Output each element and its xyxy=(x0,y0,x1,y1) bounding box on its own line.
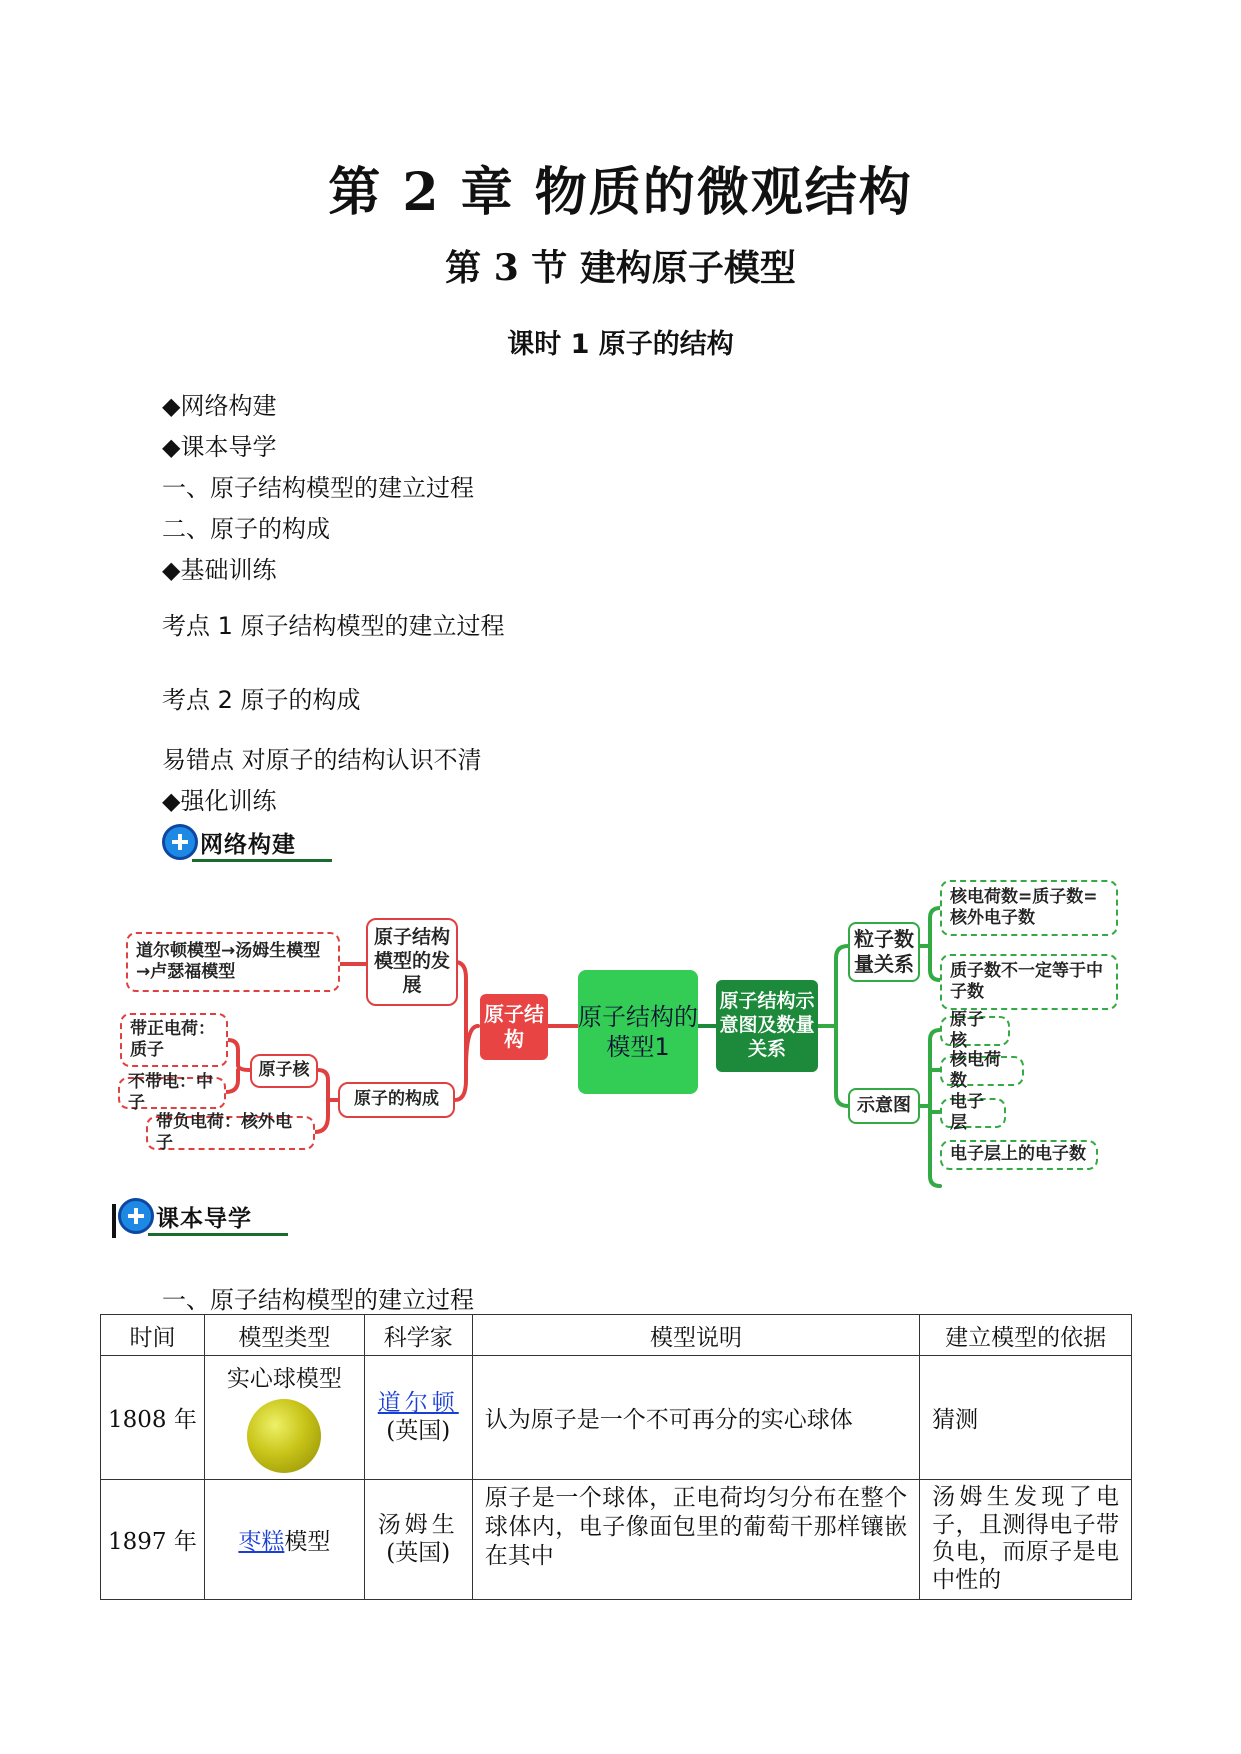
section-title: 第 3 节 建构原子模型 xyxy=(445,247,796,289)
cell-basis: 汤姆生发现了电子，且测得电子带负电，而原子是电中性的 xyxy=(920,1480,1132,1600)
toc-item-textbook[interactable]: ◆课本导学 xyxy=(162,433,277,461)
scientist-note: (英国) xyxy=(386,1417,451,1444)
textbook-badge xyxy=(112,1196,292,1240)
cell-time: 1897 年 xyxy=(101,1480,205,1600)
model-name: 模型 xyxy=(284,1529,331,1555)
model-name: 实心球模型 xyxy=(226,1366,342,1392)
textbook-badge-label: 课本导学 xyxy=(156,1206,252,1232)
mm-development-detail: 道尔顿模型→汤姆生模型→卢瑟福模型 xyxy=(126,932,340,992)
toc-item-network[interactable]: ◆网络构建 xyxy=(162,392,277,420)
mm-diagram-item-shell: 电子层 xyxy=(940,1098,1006,1128)
cell-basis: 猜测 xyxy=(920,1356,1132,1480)
scientist-note: (英国) xyxy=(386,1539,451,1566)
toc-item-advanced-training[interactable]: ◆强化训练 xyxy=(162,787,277,815)
mm-diagram-item-nucleus: 原子核 xyxy=(940,1016,1010,1046)
toc-item-model-process[interactable]: 一、原子结构模型的建立过程 xyxy=(162,474,474,502)
badge-underline xyxy=(148,1233,288,1236)
th-description: 模型说明 xyxy=(472,1315,919,1356)
th-time: 时间 xyxy=(101,1315,205,1356)
chapter-title: 第 2 章 物质的微观结构 xyxy=(328,162,913,223)
cell-description: 认为原子是一个不可再分的实心球体 xyxy=(472,1356,919,1480)
mm-neutron: 不带电：中子 xyxy=(118,1077,226,1109)
mind-map xyxy=(0,880,1241,1190)
mm-relation-1: 核电荷数=质子数=核外电子数 xyxy=(940,880,1118,936)
table-row xyxy=(101,1480,1132,1600)
mm-diagram-item-charge: 核电荷数 xyxy=(940,1056,1024,1086)
th-scientist: 科学家 xyxy=(364,1315,472,1356)
cell-time: 1808 年 xyxy=(101,1356,205,1480)
th-basis: 建立模型的依据 xyxy=(920,1315,1132,1356)
network-badge xyxy=(162,822,342,866)
section-heading: 一、原子结构模型的建立过程 xyxy=(162,1286,474,1314)
cell-model xyxy=(204,1356,364,1480)
model-link[interactable]: 枣糕 xyxy=(238,1529,285,1555)
scientist-name: 汤姆生 xyxy=(377,1511,459,1538)
mm-diagram: 示意图 xyxy=(848,1088,920,1124)
toc-item-error-point[interactable]: 易错点 对原子的结构认识不清 xyxy=(162,746,482,774)
cell-scientist xyxy=(364,1480,472,1600)
toc-item-point-1[interactable]: 考点 1 原子结构模型的建立过程 xyxy=(162,612,505,640)
cell-scientist xyxy=(364,1356,472,1480)
mm-particle-relation: 粒子数量关系 xyxy=(848,922,920,982)
mm-proton: 带正电荷：质子 xyxy=(120,1013,228,1067)
network-badge-label: 网络构建 xyxy=(200,832,296,858)
toc-item-atom-composition[interactable]: 二、原子的构成 xyxy=(162,515,330,543)
lesson-title: 课时 1 原子的结构 xyxy=(507,329,734,360)
badge-bar xyxy=(112,1204,116,1238)
plus-circle-icon xyxy=(162,824,198,860)
mm-development: 原子结构模型的发展 xyxy=(366,918,458,1006)
mm-center: 原子结构的模型1 xyxy=(578,970,698,1094)
mm-composition: 原子的构成 xyxy=(338,1082,455,1118)
mm-electron: 带负电荷：核外电子 xyxy=(146,1116,315,1150)
th-model-type: 模型类型 xyxy=(204,1315,364,1356)
mm-atom-structure: 原子结构 xyxy=(480,994,548,1060)
model-history-table xyxy=(100,1314,1132,1600)
toc-item-point-2[interactable]: 考点 2 原子的构成 xyxy=(162,686,361,714)
mm-relation-2: 质子数不一定等于中子数 xyxy=(940,954,1118,1010)
table-row xyxy=(101,1356,1132,1480)
scientist-link[interactable]: 道尔顿 xyxy=(377,1389,459,1416)
cell-model xyxy=(204,1480,364,1600)
mm-diagram-item-shell-electrons: 电子层上的电子数 xyxy=(940,1140,1098,1170)
table-header-row xyxy=(101,1315,1132,1356)
cell-description: 原子是一个球体，正电荷均匀分布在整个球体内，电子像面包里的葡萄干那样镶嵌在其中 xyxy=(472,1480,919,1600)
badge-underline xyxy=(192,859,332,862)
solid-sphere-image xyxy=(247,1399,321,1473)
mm-nucleus: 原子核 xyxy=(250,1054,318,1088)
toc-item-basic-training[interactable]: ◆基础训练 xyxy=(162,556,277,584)
mm-diagram-relation: 原子结构示意图及数量关系 xyxy=(716,980,818,1072)
plus-circle-icon xyxy=(118,1198,154,1234)
